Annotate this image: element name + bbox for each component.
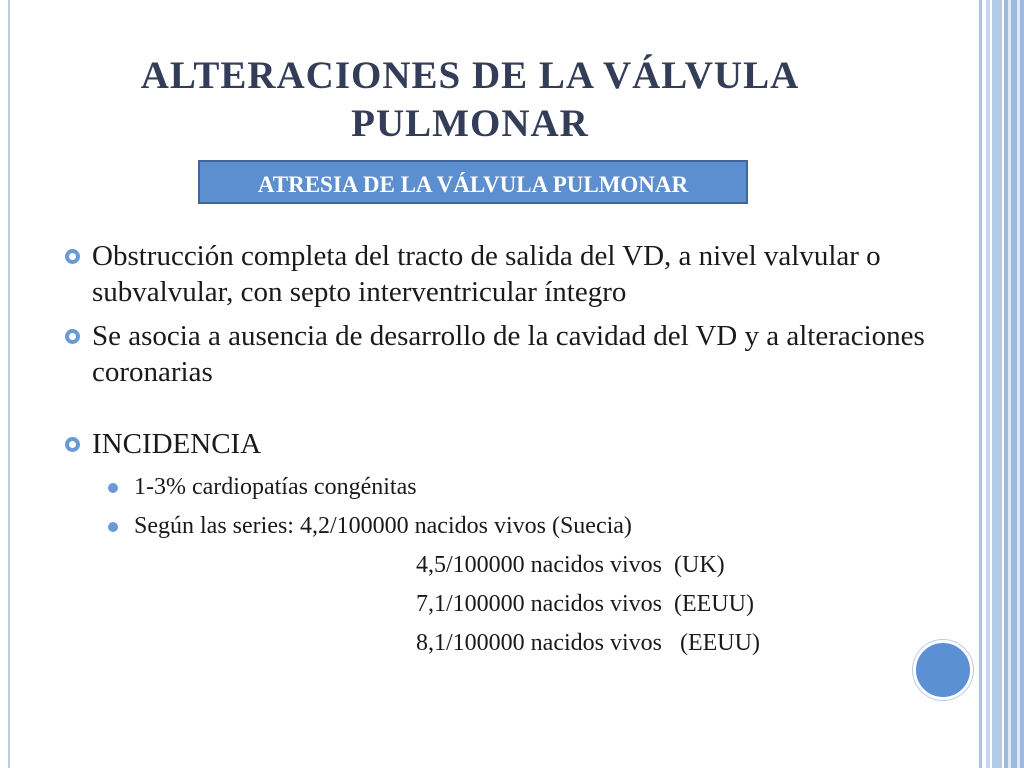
continuation-line: 4,5/100000 nacidos vivos (UK) bbox=[416, 552, 725, 578]
bullet-circle-icon bbox=[65, 329, 80, 344]
sub-bullet-text: 1-3% cardiopatías congénitas bbox=[134, 474, 417, 500]
title-line-1: ALTERACIONES DE LA VÁLVULA bbox=[140, 54, 800, 97]
subtitle-text: ATRESIA DE LA VÁLVULA PULMONAR bbox=[257, 172, 689, 197]
bullet-dot-icon bbox=[108, 522, 118, 532]
sub-bullet-text: Según las series: 4,2/100000 nacidos vivos (Suecia) bbox=[134, 513, 632, 539]
sub-bullet-item bbox=[108, 468, 944, 507]
stripe bbox=[1017, 0, 1020, 768]
stripe bbox=[979, 0, 982, 768]
bullet-item bbox=[64, 238, 944, 310]
left-decorative-stripe bbox=[8, 0, 10, 768]
stripe bbox=[986, 0, 990, 768]
stripe bbox=[1004, 0, 1024, 768]
bullet-circle-icon bbox=[65, 249, 80, 264]
sub-bullet-item bbox=[108, 507, 944, 546]
bullet-text: Se asocia a ausencia de desarrollo de la cavidad del VD y a alteraciones coronarias bbox=[92, 320, 925, 388]
continuation-line: 7,1/100000 nacidos vivos (EEUU) bbox=[416, 591, 754, 617]
slide-title bbox=[60, 52, 880, 148]
incidence-heading bbox=[64, 426, 944, 462]
incidence-list bbox=[64, 468, 944, 663]
bullet-circle-icon bbox=[65, 437, 80, 452]
bullet-item bbox=[64, 318, 944, 390]
content-body bbox=[64, 238, 944, 663]
bullet-dot-icon bbox=[108, 483, 118, 493]
stripe bbox=[1008, 0, 1011, 768]
stripe bbox=[992, 0, 1002, 768]
incidence-heading-text: INCIDENCIA bbox=[92, 428, 262, 460]
subtitle-box bbox=[198, 160, 748, 204]
right-decorative-stripes bbox=[976, 0, 1024, 768]
title-line-2: PULMONAR bbox=[351, 102, 589, 145]
decorative-circle bbox=[913, 640, 973, 700]
bullet-text: Obstrucción completa del tracto de salida del VD, a nivel valvular o subvalvular, con septo interventricular íntegro bbox=[92, 240, 881, 308]
continuation-line: 8,1/100000 nacidos vivos (EEUU) bbox=[416, 630, 760, 656]
